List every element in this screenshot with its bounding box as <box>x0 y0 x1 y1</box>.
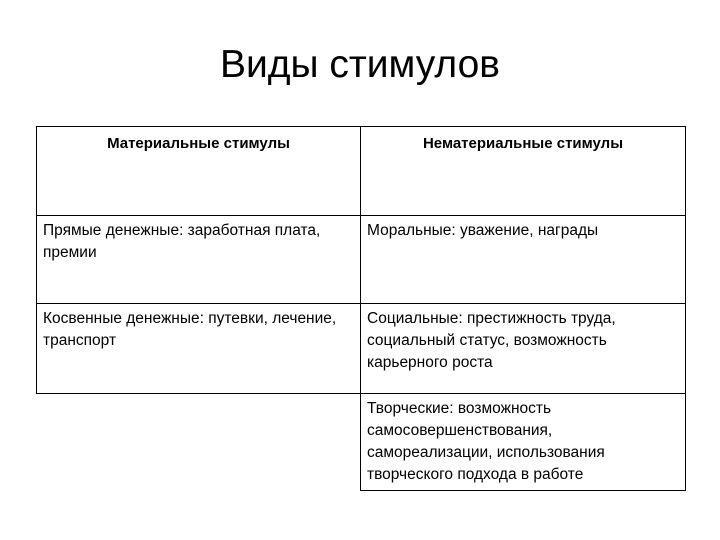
table-header-row <box>37 127 686 216</box>
stimuli-table <box>36 126 686 491</box>
table-row <box>37 394 686 491</box>
table-row <box>37 304 686 394</box>
cell-creative: Творческие: возможность самосовершенствования, самореализации, использования творческого подхода в работе <box>361 394 686 491</box>
slide-title: Виды стимулов <box>219 43 501 86</box>
cell-indirect-monetary: Косвенные денежные: путевки, лечение, транспорт <box>37 304 361 394</box>
cell-social: Социальные: престижность труда, социальный статус, возможность карьерного роста <box>361 304 686 394</box>
header-material-stimuli: Материальные стимулы <box>37 127 361 216</box>
header-nonmaterial-stimuli: Нематериальные стимулы <box>361 127 686 216</box>
cell-moral: Моральные: уважение, награды <box>361 216 686 304</box>
cell-empty <box>37 394 361 491</box>
table-row <box>37 216 686 304</box>
cell-direct-monetary: Прямые денежные: заработная плата, премии <box>37 216 361 304</box>
